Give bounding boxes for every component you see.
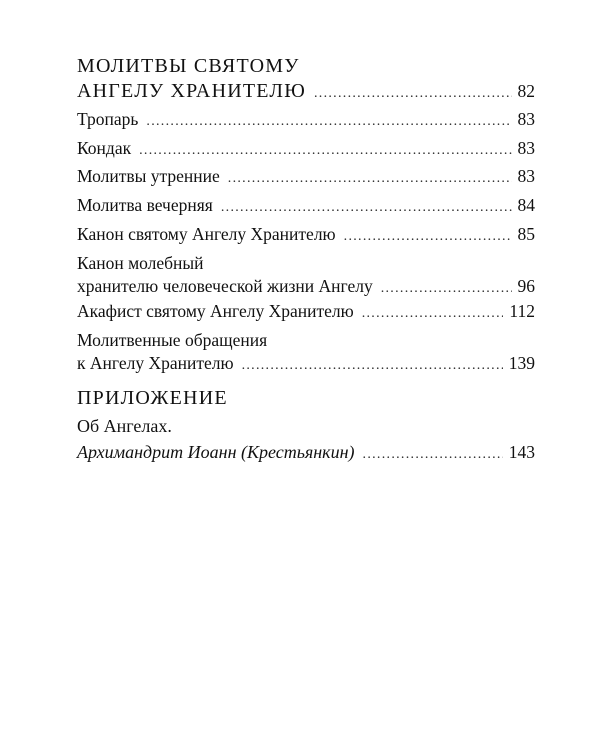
- page-number: 82: [517, 81, 535, 101]
- toc-entry-about-angels: [77, 414, 535, 465]
- dot-leader: [344, 224, 512, 249]
- page-number: 83: [517, 166, 535, 186]
- page-number: 83: [517, 138, 535, 158]
- toc-entry-morning-prayers: [77, 164, 535, 189]
- entry-title-line1: Канон молебный: [77, 253, 204, 273]
- entry-author: Архимандрит Иоанн (Крестьянкин): [77, 442, 355, 462]
- page-number: 83: [517, 109, 535, 129]
- toc-entry-guardian-angel-prayers: [77, 79, 535, 104]
- toc-entry-evening-prayer: [77, 193, 535, 218]
- entry-title: Кондак: [77, 138, 132, 158]
- dot-leader: [146, 109, 511, 134]
- toc-entry-canon-moleben: [77, 251, 535, 299]
- section-heading-prayers: [77, 54, 300, 79]
- entry-title: Молитвы утренние: [77, 166, 220, 186]
- entry-title: Акафист святому Ангелу Хранителю: [77, 301, 354, 321]
- section-heading: ПРИЛОЖЕНИЕ: [77, 387, 228, 409]
- entry-title: Канон святому Ангелу Хранителю: [77, 224, 336, 244]
- dot-leader: [362, 301, 504, 326]
- dot-leader: [381, 276, 512, 301]
- page-number: 112: [509, 301, 535, 321]
- dot-leader: [228, 166, 512, 191]
- section-heading-line1: МОЛИТВЫ СВЯТОМУ: [77, 55, 300, 77]
- entry-title: Тропарь: [77, 109, 139, 129]
- page-number: 85: [517, 224, 535, 244]
- toc-entry-canon-guardian-angel: [77, 222, 535, 247]
- section-heading-appendix: [77, 386, 228, 411]
- page-number: 143: [508, 442, 535, 462]
- dot-leader: [139, 138, 511, 163]
- entry-title-line1: Молитвенные обращения: [77, 330, 268, 350]
- dot-leader: [314, 81, 512, 106]
- entry-title: Молитва вечерняя: [77, 195, 213, 215]
- dot-leader: [363, 442, 503, 467]
- entry-title-line2: хранителю человеческой жизни Ангелу: [77, 276, 373, 296]
- page-number: 84: [517, 195, 535, 215]
- toc-entry-akathist: [77, 299, 535, 324]
- page-number: 96: [517, 276, 535, 296]
- toc-entry-troparion: [77, 107, 535, 132]
- toc-entry-kontakion: [77, 136, 535, 161]
- dot-leader: [221, 195, 512, 220]
- entry-title-line2: к Ангелу Хранителю: [77, 353, 234, 373]
- entry-title-line1: Об Ангелах.: [77, 416, 172, 436]
- section-heading-line2: АНГЕЛУ ХРАНИТЕЛЮ: [77, 80, 306, 102]
- page-number: 139: [508, 353, 535, 373]
- toc-entry-prayer-appeals: [77, 328, 535, 376]
- dot-leader: [242, 353, 503, 378]
